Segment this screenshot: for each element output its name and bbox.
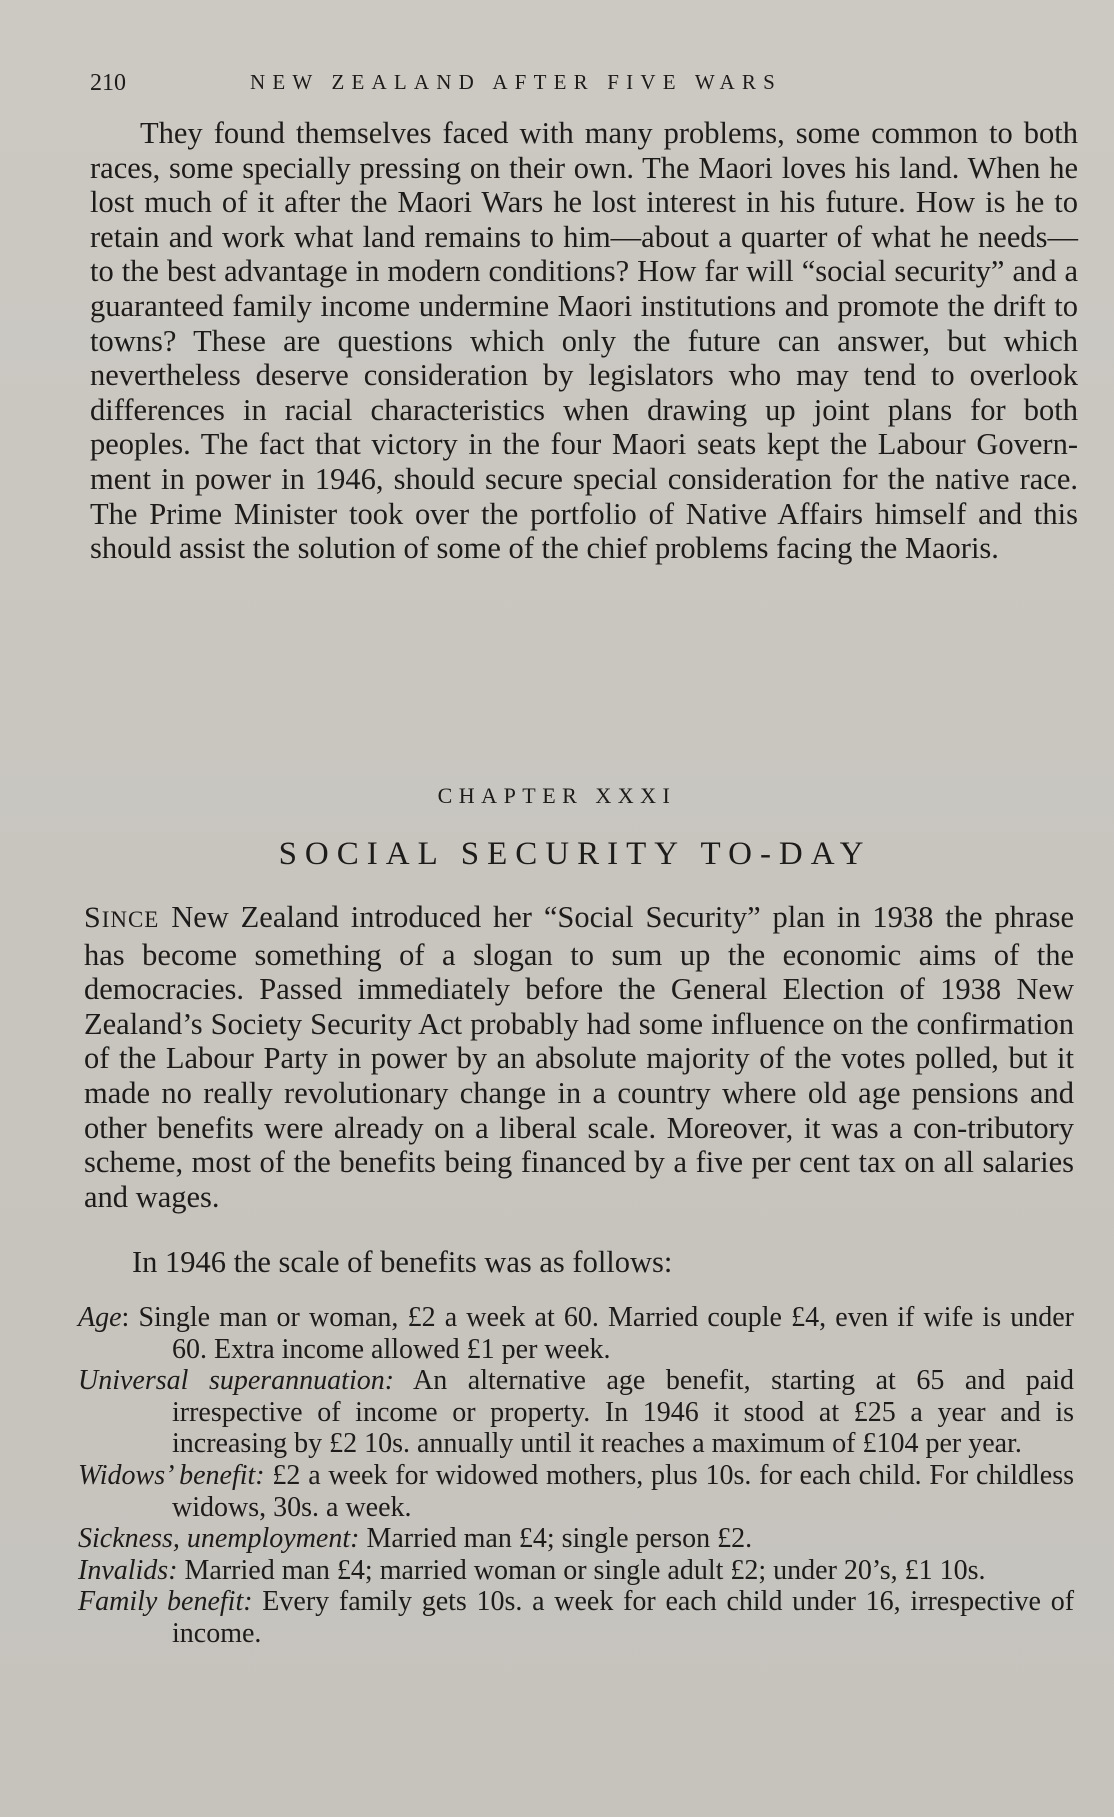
benefit-term: Invalids: [78,1554,178,1586]
benefit-item-invalids [78,1555,1074,1587]
benefit-text: Married man £4; married woman or single adult £2; under 20’s, £1 10s. [184,1554,986,1586]
benefit-separator: : [121,1302,139,1333]
benefit-text: £2 a week for widowed mothers, plus 10s. for each child. For childless widows, 30s. a week. [172,1459,1075,1523]
benefit-term: Universal superannuation: [78,1365,395,1397]
paragraph-social-security-intro [84,900,1074,1214]
benefit-item-widows [78,1460,1074,1523]
paragraph-maori-problems: They found themselves faced with many problems, some common to both races, some specially pressing on their own. The Maori loves his land. When he lost much of it after the Maori Wars he lost interest in his future. How is he to retain and work what land remains to him—about a quarter of what he needs—to the best advantage in modern conditions? How far will “social security” and a guaranteed family income undermine Maori institutions and promote the drift to towns? These are questions which only the future can answer, but which nevertheless deserve consideration by legislators who may tend to overlook differences in racial characteristics when drawing up joint plans for both peoples. The fact that victory in the four Maori seats kept the Labour Govern-ment in power in 1946, should secure special consideration for the native race. The Prime Minister took over the portfolio of Native Affairs himself and this should assist the solution of some of the chief problems facing the Maoris. [90,116,1078,566]
benefit-term: Age [78,1302,122,1333]
benefit-text: Married man £4; single person £2. [366,1523,753,1555]
benefit-term: Widows’ benefit: [78,1459,265,1491]
benefit-separator [253,1586,263,1617]
book-title: NEW ZEALAND AFTER FIVE WARS [250,70,782,94]
benefit-item-age [78,1302,1074,1365]
benefit-separator [394,1365,413,1396]
benefit-item-universal-superannuation [78,1365,1074,1460]
paragraph-benefits-intro: In 1946 the scale of benefits was as follows: [132,1245,673,1279]
chapter-number: CHAPTER XXXI [437,783,677,808]
benefit-separator [178,1555,185,1586]
benefit-item-family [78,1586,1074,1649]
page-number: 210 [90,70,126,96]
benefit-text: Every family gets 10s. a week for each child under 16, irrespective of income. [172,1586,1075,1649]
small-caps-lead [84,901,159,934]
benefit-text: Single man or woman, £2 a week at 60. Married couple £4, even if wife is under 60. Extra income allowed £1 per week. [138,1302,1075,1365]
benefit-term: Family benefit: [78,1586,253,1618]
benefit-term: Sickness, unemployment: [78,1523,360,1555]
paragraph-body: New Zealand introduced her “Social Security” plan in 1938 the phrase has become something of a slogan to sum up the economic aims of the democracies. Passed immediately before the General Election of 1938 New Zealand’s Society Security Act probably had some influence on the confirmation of the Labour Party in power by an absolute majority of the votes polled, but it made no really revolutionary change in a country where old age pensions and other benefits were already on a liberal scale. Moreover, it was a con-tributory scheme, most of the benefits being financed by a five per cent tax on all salaries and wages. [84,900,1074,1214]
lead-initial: S [84,901,102,934]
benefit-text: An alternative age benefit, starting at 65 and paid irrespective of income or property. In 1946 it stood at £25 a year and is increasing by £2 10s. annually until it reaches a maximum of £104 per year. [172,1365,1075,1460]
benefits-list [78,1302,1074,1650]
benefit-item-sickness-unemployment [78,1523,1074,1555]
chapter-title: SOCIAL SECURITY TO-DAY [278,836,872,872]
running-head [90,70,1080,100]
lead-small-caps: INCE [101,907,160,932]
